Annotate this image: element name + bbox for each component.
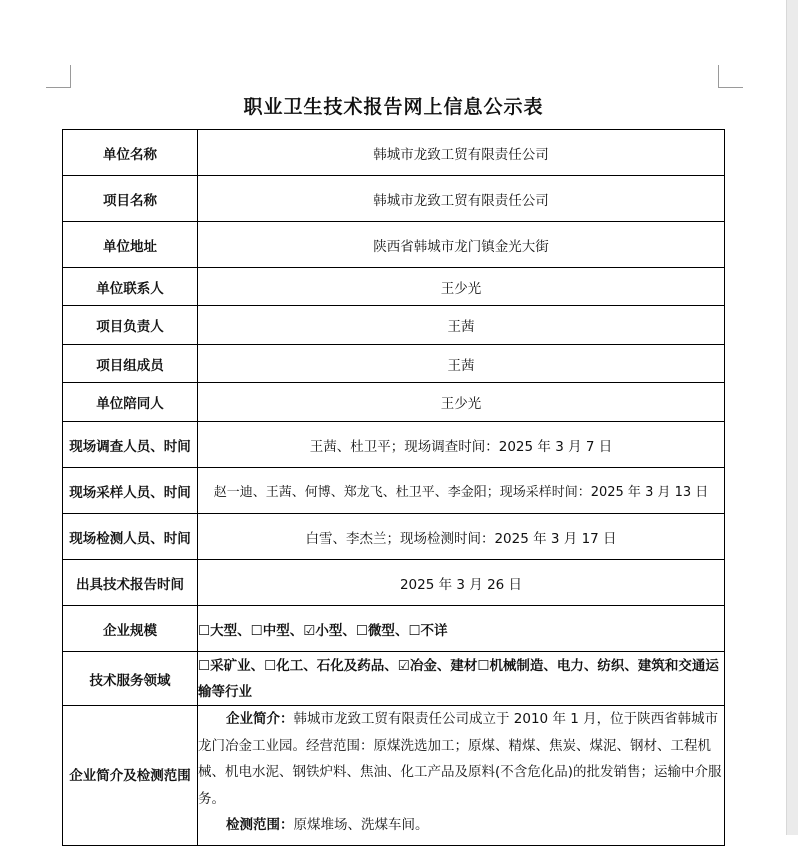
domain-option-mining: 采矿业、 (210, 658, 265, 674)
row-value: 陕西省韩城市龙门镇金光大街 (198, 222, 725, 268)
page-scroll-edge (786, 0, 798, 835)
table-row (63, 468, 725, 514)
table-row (63, 560, 725, 606)
row-value: 白雪、李杰兰；现场检测时间：2025 年 3 月 17 日 (198, 514, 725, 560)
scale-option-label: 小型 (315, 622, 343, 639)
row-value: 2025 年 3 月 26 日 (198, 560, 725, 606)
checked-checkbox-icon: ☑ (303, 622, 316, 639)
margin-corner-mark-left (46, 65, 71, 88)
row-label: 现场调查人员、时间 (63, 422, 198, 468)
table-row (63, 652, 725, 706)
table-row (63, 422, 725, 468)
checkbox-icon: ☐ (408, 622, 421, 639)
intro-heading: 企业简介： (226, 711, 294, 727)
table-row (63, 514, 725, 560)
row-value: 王茜 (198, 345, 725, 383)
checkbox-icon: ☐ (355, 622, 368, 639)
checkbox-icon: ☐ (198, 622, 211, 639)
table-row (63, 130, 725, 176)
domain-option-chemical: 化工、石化及药品、 (276, 658, 398, 674)
domain-option-machinery: 机械制造、电力、纺织、建筑和交通运输等行业 (198, 658, 719, 700)
intro-text: 韩城市龙致工贸有限责任公司成立于 2010 年 1 月，位于陕西省韩城市龙门冶金工业园。经营范围：原煤洗选加工；原煤、精煤、焦炭、煤泥、钢材、工程机械、机电水泥、钢铁炉料、焦油、化工产品及原料(不含危化品)的批发销售；运输中介服务。 (198, 711, 722, 807)
scale-option-micro[interactable] (356, 623, 395, 639)
scope-heading: 检测范围： (226, 817, 294, 833)
scale-option-medium[interactable] (251, 623, 290, 639)
separator: 、 (394, 622, 409, 639)
margin-corner-mark-right (718, 65, 743, 88)
checked-checkbox-icon[interactable]: ☑ (397, 658, 410, 674)
separator: 、 (289, 622, 304, 639)
scale-option-large[interactable] (198, 623, 237, 639)
table-row (63, 268, 725, 306)
row-label: 单位地址 (63, 222, 198, 268)
row-label: 项目名称 (63, 176, 198, 222)
row-label: 项目组成员 (63, 345, 198, 383)
row-label: 现场检测人员、时间 (63, 514, 198, 560)
row-value: 韩城市龙致工贸有限责任公司 (198, 130, 725, 176)
table-row (63, 176, 725, 222)
checkbox-icon[interactable]: ☐ (264, 658, 277, 674)
scale-label: 企业规模 (63, 606, 198, 652)
info-table (62, 129, 725, 846)
scale-option-small[interactable] (303, 623, 342, 639)
table-row (63, 606, 725, 652)
row-label: 项目负责人 (63, 306, 198, 345)
checkbox-icon[interactable]: ☐ (198, 658, 211, 674)
row-label: 单位联系人 (63, 268, 198, 306)
row-value: 王少光 (198, 268, 725, 306)
scale-options (198, 606, 725, 652)
row-label: 现场采样人员、时间 (63, 468, 198, 514)
row-label: 单位名称 (63, 130, 198, 176)
table-row (63, 222, 725, 268)
separator: 、 (237, 622, 251, 639)
table-row (63, 345, 725, 383)
document-title: 职业卫生技术报告网上信息公示表 (243, 96, 544, 118)
row-value: 赵一迪、王茜、何博、郑龙飞、杜卫平、李金阳；现场采样时间：2025 年 3 月 13 日 (198, 468, 725, 514)
separator: 、 (342, 622, 356, 639)
scale-option-label: 大型 (210, 622, 238, 639)
row-label: 单位陪同人 (63, 383, 198, 422)
table-row (63, 306, 725, 345)
domain-options (198, 652, 725, 706)
scale-option-label: 中型 (262, 622, 290, 639)
scale-option-label: 微型 (367, 622, 395, 639)
intro-content (198, 706, 725, 846)
scale-option-unknown[interactable] (408, 623, 447, 639)
row-value: 王少光 (198, 383, 725, 422)
domain-label: 技术服务领域 (63, 652, 198, 706)
checkbox-icon: ☐ (250, 622, 263, 639)
row-label: 出具技术报告时间 (63, 560, 198, 606)
checkbox-icon[interactable]: ☐ (477, 658, 490, 674)
table-row (63, 706, 725, 846)
scope-text: 原煤堆场、洗煤车间。 (293, 817, 429, 833)
row-value: 王茜 (198, 306, 725, 345)
row-value: 王茜、杜卫平；现场调查时间：2025 年 3 月 7 日 (198, 422, 725, 468)
domain-option-metallurgy: 冶金、建材 (409, 658, 478, 674)
intro-label: 企业简介及检测范围 (63, 706, 198, 846)
intro-paragraph (198, 706, 724, 812)
row-value: 韩城市龙致工贸有限责任公司 (198, 176, 725, 222)
scale-option-label: 不详 (420, 622, 448, 639)
table-row (63, 383, 725, 422)
